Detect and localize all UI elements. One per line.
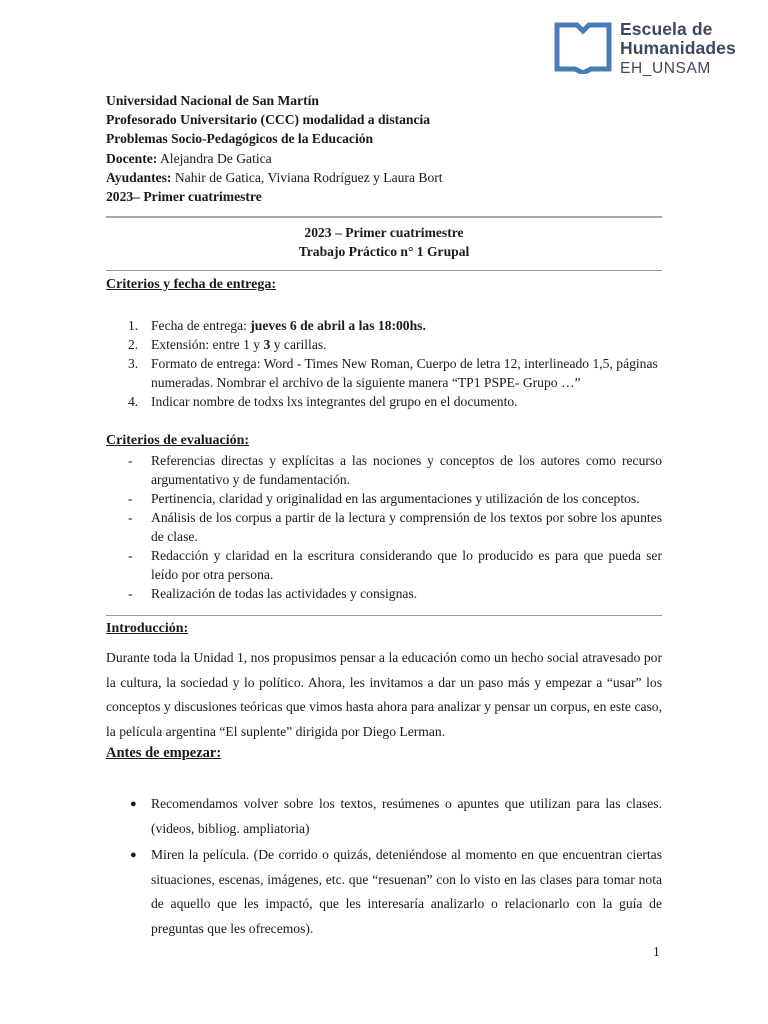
evaluation-heading: Criterios de evaluación: (106, 433, 250, 448)
document-header (106, 91, 662, 206)
assistants-line (106, 168, 662, 187)
title-line-1: 2023 – Primer cuatrimestre (304, 225, 464, 240)
document-title (106, 223, 662, 261)
list-item: ● Recomendamos volver sobre los textos, resúmenes o apuntes que utilizan para las clases. (videos, bibliog. ampliatoria) (130, 796, 662, 836)
document-page (106, 0, 662, 1024)
divider (106, 216, 662, 218)
teacher-value: Alejandra De Gatica (157, 150, 272, 166)
course-name: Problemas Socio-Pedagógicos de la Educación (106, 131, 374, 147)
assistants-value: Nahir de Gatica, Viviana Rodríguez y Laura Bort (171, 169, 443, 185)
evaluation-list (106, 451, 662, 603)
list-item: ● Miren la película. (De corrido o quizás, deteniéndose al momento en que encuentran ciertas situaciones, escenas, imágenes, etc. que “resuenan” con lo visto en las clases para tomar nota de aquello que les impactó, que les interesaría analizarlo o relacionarlo con la guía de preguntas que les ofrecemos). (130, 847, 662, 936)
logo-line-2: Humanidades (620, 38, 736, 58)
list-item: - Redacción y claridad en la escritura considerando que lo producido es para que pueda ser leído por otra persona. (128, 548, 662, 582)
delivery-heading: Criterios y fecha de entrega: (106, 277, 277, 292)
list-item: - Análisis de los corpus a partir de la lectura y comprensión de los textos por sobre los apuntes de clase. (128, 510, 662, 544)
delivery-list (106, 316, 662, 411)
list-item: 4. Indicar nombre de todxs lxs integrantes del grupo en el documento. (128, 394, 518, 409)
university-name: Universidad Nacional de San Martín (106, 93, 319, 108)
assistants-label: Ayudantes: (106, 169, 172, 185)
list-item: 3. Formato de entrega: Word - Times New Roman, Cuerpo de letra 12, interlineado 1,5, páginas numeradas. Nombrar el archivo de la siguiente manera “TP1 PSPE- Grupo …” (128, 356, 658, 390)
page-number: 1 (653, 944, 660, 959)
teacher-label: Docente: (106, 150, 158, 166)
period-line: 2023– Primer cuatrimestre (106, 189, 262, 205)
list-item: - Pertinencia, claridad y originalidad en las argumentaciones y utilización de los conceptos. (128, 491, 640, 506)
introduction-heading: Introducción: (106, 621, 189, 636)
divider (106, 615, 662, 616)
logo-line-1: Escuela de (620, 19, 713, 39)
program-name: Profesorado Universitario (CCC) modalidad a distancia (106, 112, 431, 128)
list-item: 1. Fecha de entrega: jueves 6 de abril a las 18:00hs. (128, 318, 426, 333)
logo-line-3: EH_UNSAM (620, 60, 711, 77)
list-item: - Realización de todas las actividades y consignas. (128, 586, 418, 601)
list-item: - Referencias directas y explícitas a las nociones y conceptos de los autores como recurso argumentativo y de fundamentación. (128, 453, 662, 487)
list-item: 2. Extensión: entre 1 y 3 y carillas. (128, 337, 327, 352)
title-line-2: Trabajo Práctico n° 1 Grupal (298, 244, 470, 259)
before-heading: Antes de empezar: (106, 745, 222, 761)
divider (106, 270, 662, 271)
teacher-line (106, 149, 662, 168)
introduction-text: Durante toda la Unidad 1, nos propusimos pensar a la educación como un hecho social atravesado por la cultura, la sociedad y lo político. Ahora, les invitamos a dar un paso más y empezar a “usar” los conceptos y discusiones teóricas que vimos hasta ahora para analizar y pensar un corpus, en este caso, la película argentina “El suplente” dirigida por Diego Lerman. (106, 650, 662, 739)
before-list (106, 792, 662, 943)
